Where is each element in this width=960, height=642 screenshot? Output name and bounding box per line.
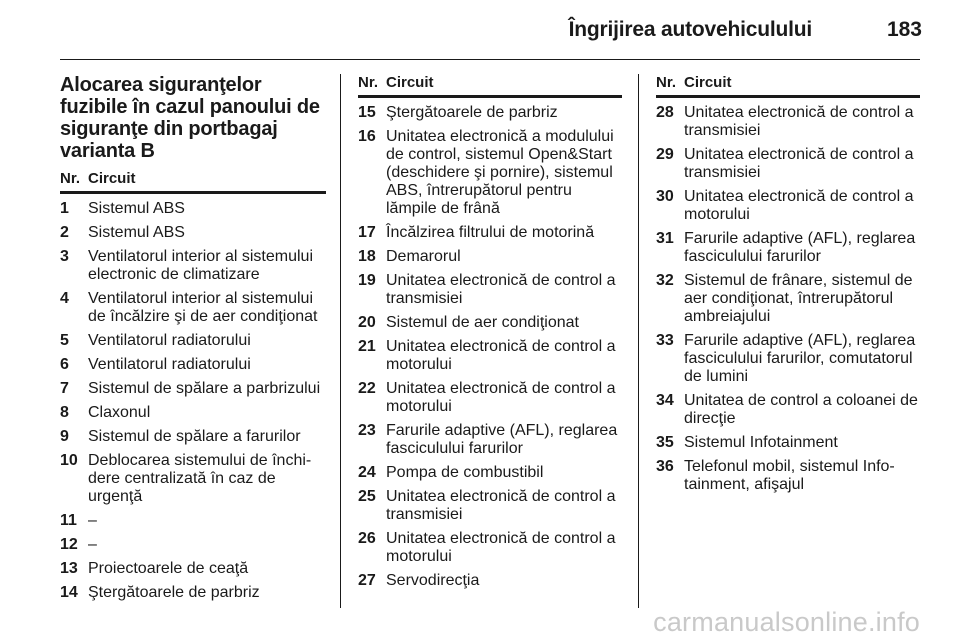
fuse-row bbox=[60, 584, 326, 602]
fuse-number: 2 bbox=[60, 224, 69, 241]
fuse-circuit: Ştergătoarele de parbriz bbox=[386, 104, 558, 121]
fuse-number: 9 bbox=[60, 428, 69, 445]
fuse-circuit: Ventilatorul interior al sistemului electronic de climatizare bbox=[88, 248, 313, 283]
fuse-circuit: Unitatea electronică a modulului de control, sistemul Open&Start (deschidere şi pornire), sistemul ABS, întrerupătorul pentru lămpile de frână bbox=[386, 128, 614, 217]
fuse-circuit: Servodirecţia bbox=[386, 572, 480, 589]
fuse-row bbox=[358, 338, 622, 374]
fuse-number: 7 bbox=[60, 380, 69, 397]
fuse-circuit: Unitatea electronică de control a motorului bbox=[684, 188, 914, 223]
fuse-number: 8 bbox=[60, 404, 69, 421]
page-header-title: Îngrijirea autovehiculului bbox=[568, 18, 812, 41]
fuse-number: 36 bbox=[656, 458, 674, 475]
section-title: Alocarea siguranţelor fuzibile în cazul panoului de siguranţe din portbagaj varianta B bbox=[60, 74, 320, 162]
header-nr: Nr. bbox=[60, 170, 81, 187]
fuse-circuit: Farurile adaptive (AFL), reglarea fasciculului farurilor, comutatorul de lumini bbox=[684, 332, 916, 385]
fuse-number: 3 bbox=[60, 248, 69, 265]
fuse-row bbox=[656, 458, 920, 494]
fuse-circuit: – bbox=[88, 512, 97, 529]
fuse-circuit: Unitatea de control a coloanei de direcţie bbox=[684, 392, 918, 427]
fuse-number: 20 bbox=[358, 314, 376, 331]
fuse-number: 4 bbox=[60, 290, 69, 307]
fuse-number: 21 bbox=[358, 338, 376, 355]
fuse-number: 23 bbox=[358, 422, 376, 439]
fuse-row bbox=[358, 572, 622, 590]
fuse-circuit: Unitatea electronică de control a transmisiei bbox=[684, 146, 914, 181]
fuse-number: 30 bbox=[656, 188, 674, 205]
fuse-number: 6 bbox=[60, 356, 69, 373]
fuse-circuit: Sistemul ABS bbox=[88, 200, 185, 217]
fuse-circuit: Claxonul bbox=[88, 404, 151, 421]
fuse-circuit: Unitatea electronică de control a transmisiei bbox=[386, 272, 616, 307]
fuse-row bbox=[60, 536, 326, 554]
table-header bbox=[60, 170, 326, 194]
fuse-row bbox=[358, 530, 622, 566]
fuse-rows bbox=[60, 200, 326, 602]
fuse-circuit: Sistemul de aer condiţionat bbox=[386, 314, 579, 331]
fuse-row bbox=[358, 128, 622, 218]
fuse-number: 17 bbox=[358, 224, 376, 241]
fuse-number: 15 bbox=[358, 104, 376, 121]
fuse-row bbox=[60, 356, 326, 374]
fuse-circuit: Pompa de combustibil bbox=[386, 464, 544, 481]
fuse-circuit: Încălzirea filtrului de motorină bbox=[386, 224, 595, 241]
header-divider bbox=[60, 59, 920, 60]
fuse-row bbox=[60, 332, 326, 350]
fuse-row bbox=[358, 272, 622, 308]
fuse-row bbox=[60, 200, 326, 218]
fuse-number: 13 bbox=[60, 560, 78, 577]
table-header bbox=[656, 74, 920, 98]
fuse-circuit: Ventilatorul radiatorului bbox=[88, 332, 251, 349]
column-divider bbox=[340, 74, 341, 608]
fuse-circuit: Ventilatorul radiatorului bbox=[88, 356, 251, 373]
fuse-number: 28 bbox=[656, 104, 674, 121]
fuse-row bbox=[60, 248, 326, 284]
fuse-row bbox=[358, 314, 622, 332]
fuse-circuit: Demarorul bbox=[386, 248, 461, 265]
fuse-rows bbox=[656, 104, 920, 494]
fuse-row bbox=[358, 464, 622, 482]
fuse-row bbox=[656, 332, 920, 386]
fuse-column-2 bbox=[358, 74, 622, 596]
fuse-circuit: Farurile adaptive (AFL), reglarea fasciculului farurilor bbox=[386, 422, 618, 457]
fuse-row bbox=[656, 230, 920, 266]
fuse-number: 35 bbox=[656, 434, 674, 451]
fuse-row bbox=[60, 380, 326, 398]
fuse-number: 16 bbox=[358, 128, 376, 145]
header-nr: Nr. bbox=[656, 74, 677, 91]
page-number: 183 bbox=[886, 18, 922, 41]
fuse-circuit: Telefonul mobil, sistemul Info-tainment, afişajul bbox=[684, 458, 895, 493]
fuse-column-3 bbox=[656, 74, 920, 500]
fuse-circuit: Proiectoarele de ceaţă bbox=[88, 560, 249, 577]
fuse-number: 5 bbox=[60, 332, 69, 349]
header-nr: Nr. bbox=[358, 74, 379, 91]
fuse-number: 25 bbox=[358, 488, 376, 505]
fuse-row bbox=[60, 560, 326, 578]
fuse-number: 18 bbox=[358, 248, 376, 265]
fuse-number: 31 bbox=[656, 230, 674, 247]
fuse-number: 33 bbox=[656, 332, 674, 349]
fuse-number: 34 bbox=[656, 392, 674, 409]
header-circuit: Circuit bbox=[88, 170, 136, 187]
fuse-circuit: Ştergătoarele de parbriz bbox=[88, 584, 260, 601]
fuse-row bbox=[60, 404, 326, 422]
fuse-number: 1 bbox=[60, 200, 69, 217]
fuse-row bbox=[358, 248, 622, 266]
fuse-row bbox=[656, 146, 920, 182]
fuse-row bbox=[60, 512, 326, 530]
fuse-number: 10 bbox=[60, 452, 78, 469]
fuse-circuit: Deblocarea sistemului de închi-dere centralizată în caz de urgenţă bbox=[88, 452, 312, 505]
fuse-row bbox=[358, 488, 622, 524]
fuse-number: 27 bbox=[358, 572, 376, 589]
fuse-circuit: Sistemul de spălare a parbrizului bbox=[88, 380, 321, 397]
fuse-row bbox=[60, 224, 326, 242]
fuse-circuit: Ventilatorul interior al sistemului de încălzire şi de aer condiţionat bbox=[88, 290, 318, 325]
fuse-number: 11 bbox=[60, 512, 77, 529]
fuse-number: 29 bbox=[656, 146, 674, 163]
fuse-circuit: Unitatea electronică de control a transmisiei bbox=[684, 104, 914, 139]
fuse-row bbox=[358, 422, 622, 458]
fuse-row bbox=[358, 224, 622, 242]
fuse-row bbox=[358, 104, 622, 122]
fuse-row bbox=[656, 188, 920, 224]
fuse-circuit: Sistemul ABS bbox=[88, 224, 185, 241]
fuse-circuit: – bbox=[88, 536, 97, 553]
fuse-circuit: Sistemul de spălare a farurilor bbox=[88, 428, 301, 445]
fuse-number: 24 bbox=[358, 464, 376, 481]
fuse-circuit: Unitatea electronică de control a transmisiei bbox=[386, 488, 616, 523]
fuse-row bbox=[656, 272, 920, 326]
table-header bbox=[358, 74, 622, 98]
watermark: carmanualsonline.info bbox=[653, 607, 920, 637]
column-divider bbox=[638, 74, 639, 608]
fuse-number: 19 bbox=[358, 272, 376, 289]
fuse-rows bbox=[358, 104, 622, 590]
fuse-number: 14 bbox=[60, 584, 78, 601]
fuse-row bbox=[656, 434, 920, 452]
fuse-circuit: Unitatea electronică de control a motorului bbox=[386, 380, 616, 415]
fuse-circuit: Sistemul de frânare, sistemul de aer condiţionat, întrerupătorul ambreiajului bbox=[684, 272, 913, 325]
fuse-row bbox=[656, 104, 920, 140]
fuse-circuit: Unitatea electronică de control a motorului bbox=[386, 530, 616, 565]
header-circuit: Circuit bbox=[684, 74, 732, 91]
fuse-number: 32 bbox=[656, 272, 674, 289]
fuse-circuit: Farurile adaptive (AFL), reglarea fasciculului farurilor bbox=[684, 230, 916, 265]
fuse-circuit: Sistemul Infotainment bbox=[684, 434, 838, 451]
fuse-column-1 bbox=[60, 74, 326, 608]
fuse-row bbox=[60, 290, 326, 326]
fuse-row bbox=[358, 380, 622, 416]
fuse-row bbox=[60, 428, 326, 446]
fuse-circuit: Unitatea electronică de control a motorului bbox=[386, 338, 616, 373]
header-circuit: Circuit bbox=[386, 74, 434, 91]
fuse-row bbox=[656, 392, 920, 428]
fuse-number: 12 bbox=[60, 536, 78, 553]
fuse-number: 26 bbox=[358, 530, 376, 547]
fuse-row bbox=[60, 452, 326, 506]
fuse-number: 22 bbox=[358, 380, 376, 397]
